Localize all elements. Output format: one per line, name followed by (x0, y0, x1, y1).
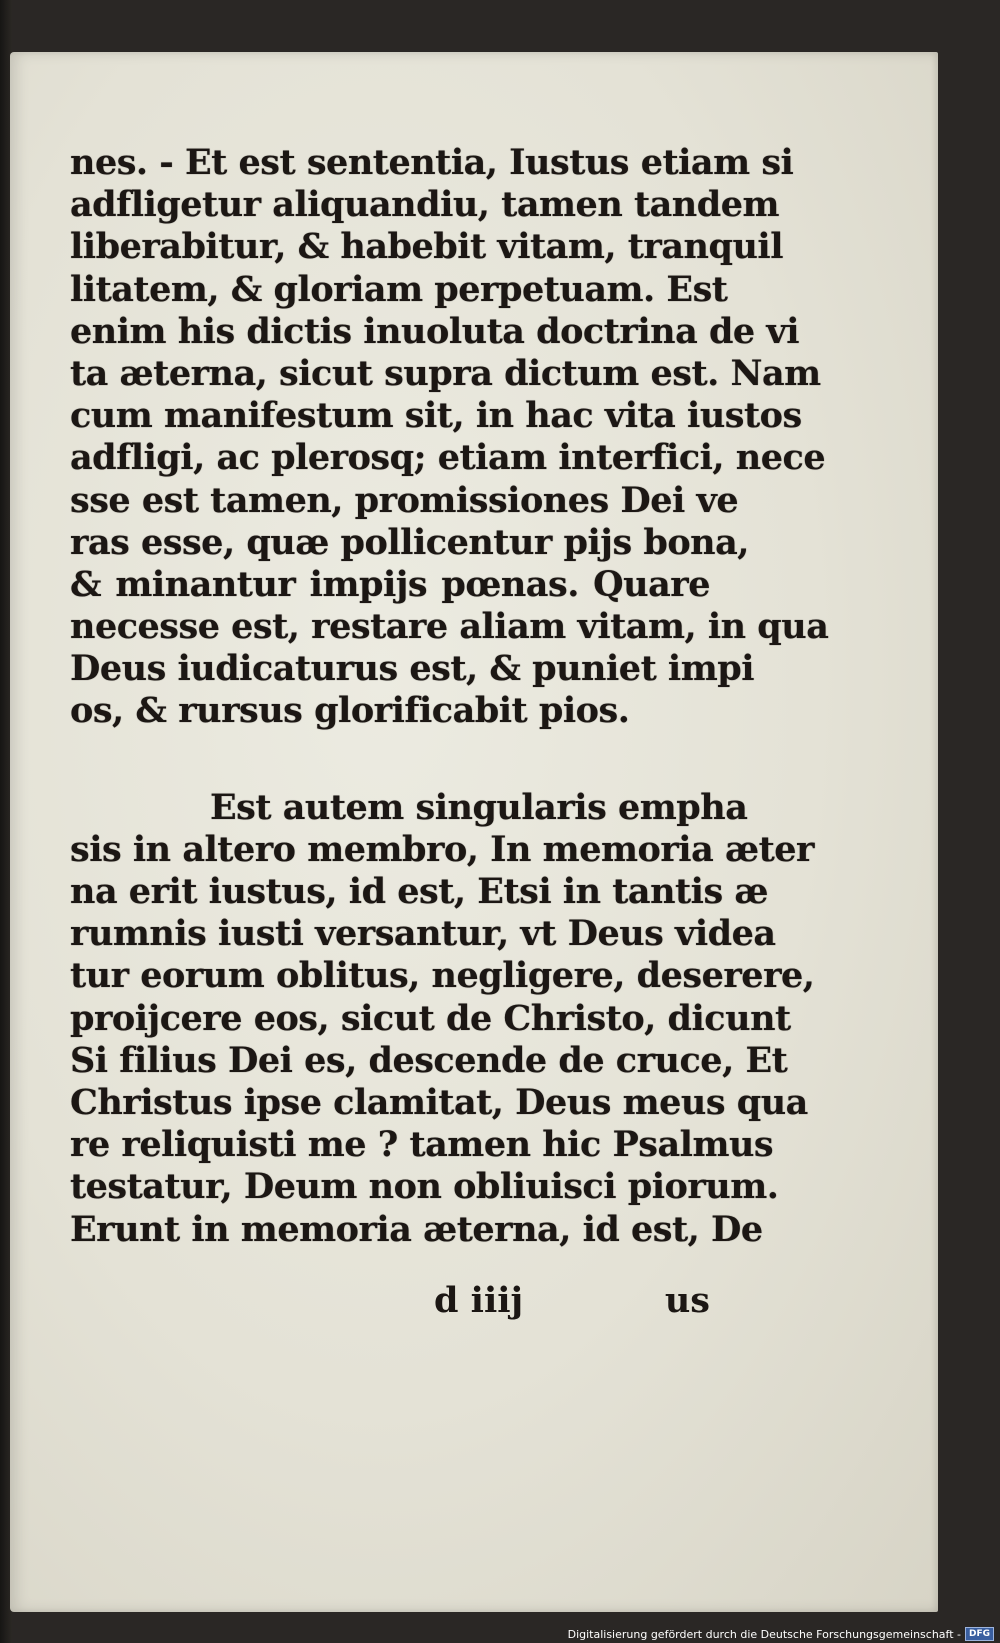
text-line: adfligi, ac plerosq; etiam interfici, nece (70, 437, 826, 479)
paragraph-gap (70, 733, 710, 787)
page-text-body (70, 142, 829, 1251)
text-line: cum manifestum sit, in hac vita iustos (70, 395, 802, 437)
text-line: tur eorum oblitus, negligere, deserere, (70, 955, 815, 997)
text-line: Christus ipse clamitat, Deus meus qua (70, 1081, 808, 1123)
digitization-footer (567, 1625, 1000, 1643)
text-line: Deus iudicaturus est, & puniet impi (70, 648, 755, 690)
signature-line (70, 1280, 710, 1324)
text-line: enim his dictis inuoluta doctrina de vi (70, 310, 800, 352)
book-page (10, 52, 938, 1612)
text-line: necesse est, restare aliam vitam, in qua (70, 606, 829, 648)
text-line: Est autem singularis empha (210, 786, 748, 828)
text-line: ras esse, quæ pollicentur pijs bona, (70, 521, 749, 563)
text-line: sse est tamen, promissiones Dei ve (70, 479, 739, 521)
signature-mark: d iiij (434, 1280, 524, 1321)
text-line: litatem, & gloriam perpetuam. Est (70, 268, 728, 310)
text-line: proijcere eos, sicut de Christo, dicunt (70, 997, 791, 1039)
text-line: os, & rursus glorificabit pios. (70, 690, 630, 732)
text-line: adfligetur aliquandiu, tamen tandem (70, 184, 780, 226)
dfg-logo: DFG (965, 1627, 994, 1641)
catchword: us (664, 1280, 710, 1321)
text-line: Erunt in memoria æterna, id est, De (70, 1208, 763, 1250)
text-line: rumnis iusti versantur, vt Deus videa (70, 913, 776, 955)
footer-credit-text: Digitalisierung gefördert durch die Deutsche Forschungsgemeinschaft - (567, 1627, 961, 1641)
text-line: re reliquisti me ? tamen hic Psalmus (70, 1124, 774, 1166)
text-line: Si filius Dei es, descende de cruce, Et (70, 1039, 788, 1081)
text-line: nes. - Et est sententia, Iustus etiam si (70, 142, 794, 183)
text-line: na erit iustus, id est, Etsi in tantis æ (70, 871, 768, 912)
text-line: liberabitur, & habebit vitam, tranquil (70, 226, 783, 268)
text-line: sis in altero membro, In memoria æter (70, 828, 814, 870)
text-line: ta æterna, sicut supra dictum est. Nam (70, 352, 821, 394)
text-line: & minantur impijs pœnas. Quare (70, 563, 710, 605)
text-line: testatur, Deum non obliuisci piorum. (70, 1166, 779, 1208)
